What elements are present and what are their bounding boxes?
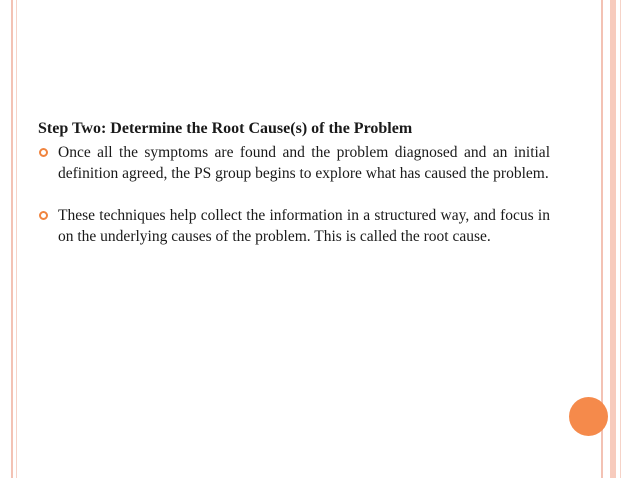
bullet-text: Once all the symptoms are found and the problem diagnosed and an initial definition agreed, the PS group begins to explore what has caused the problem. (58, 144, 550, 182)
frame-line-left (11, 0, 13, 478)
bullet-item (38, 205, 550, 247)
bullet-circle-icon (39, 148, 48, 157)
slide-content (38, 118, 550, 247)
bullet-circle-icon (39, 211, 48, 220)
slide-heading: Step Two: Determine the Root Cause(s) of the Problem (38, 120, 413, 137)
bullet-text: These techniques help collect the information in a structured way, and focus in on the underlying causes of the problem. This is called the root cause. (58, 207, 550, 245)
decorative-circle (569, 397, 608, 436)
frame-line-right-thin (620, 0, 621, 478)
frame-band-right (610, 0, 616, 478)
bullet-item (38, 142, 550, 184)
frame-line-left-thin (16, 0, 17, 478)
